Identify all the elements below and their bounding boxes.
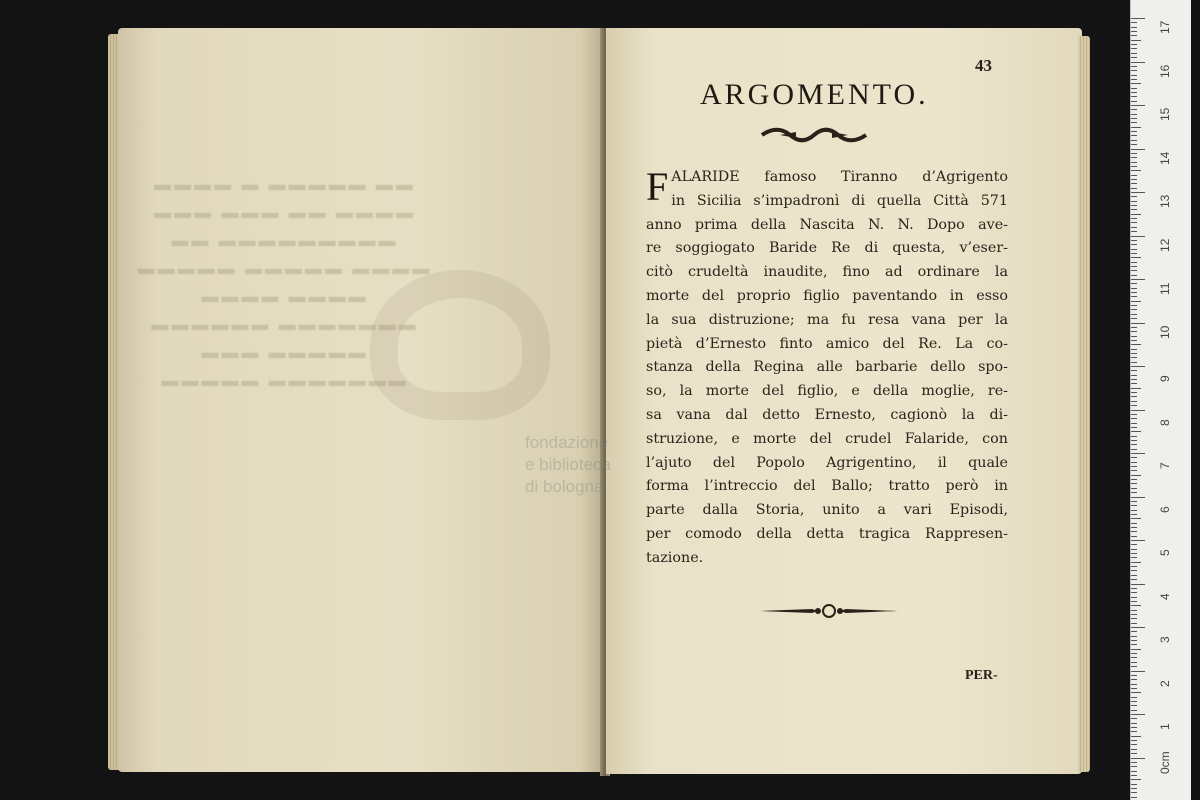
ruler-tick <box>1131 292 1137 293</box>
ruler-tick <box>1131 166 1137 167</box>
ruler-label: 7 <box>1158 462 1172 469</box>
text-line: anno prima della Nascita N. N. Dopo ave- <box>646 216 1008 233</box>
ruler-tick <box>1131 440 1137 441</box>
ruler-tick <box>1131 305 1137 306</box>
ruler-tick <box>1131 240 1137 241</box>
ruler-tick <box>1131 288 1137 289</box>
watermark-line: e biblioteca <box>525 455 612 474</box>
ruler-tick <box>1131 649 1141 650</box>
ruler-tick <box>1131 66 1137 67</box>
ruler-tick <box>1131 101 1137 102</box>
ruler-tick <box>1131 453 1145 454</box>
ruler-tick <box>1131 157 1137 158</box>
ruler-tick <box>1131 610 1137 611</box>
ruler-tick <box>1131 175 1137 176</box>
ruler-tick <box>1131 270 1137 271</box>
ruler-tick <box>1131 470 1137 471</box>
ruler-tick <box>1131 636 1137 637</box>
ruler-tick <box>1131 22 1137 23</box>
ruler-tick <box>1131 536 1137 537</box>
ruler-tick <box>1131 214 1141 215</box>
ruler-tick <box>1131 718 1137 719</box>
ruler-tick <box>1131 797 1137 798</box>
ruler-tick <box>1131 405 1137 406</box>
catchword: PER- <box>965 668 998 683</box>
ruler-tick <box>1131 457 1137 458</box>
page-number: 43 <box>975 56 992 75</box>
ruler-tick <box>1131 679 1137 680</box>
ruler-label: 3 <box>1158 636 1172 643</box>
ruler-tick <box>1131 314 1137 315</box>
ruler-tick <box>1131 483 1137 484</box>
ruler-tick <box>1131 792 1137 793</box>
ruler-tick <box>1131 575 1137 576</box>
ruler-tick <box>1131 657 1137 658</box>
ruler-tick <box>1131 592 1137 593</box>
ruler-tick <box>1131 418 1137 419</box>
ruler-label: 4 <box>1158 592 1172 600</box>
right-page-edges <box>1078 36 1090 772</box>
ruler-tick <box>1131 627 1145 628</box>
ruler-tick <box>1131 27 1137 28</box>
bleed-through-text: ▬▬▬▬ ▬ ▬▬▬▬▬ ▬▬ ▬▬▬ ▬▬▬ ▬▬ ▬▬▬▬ ▬▬ ▬▬▬▬▬▬▬▬▬ ▬▬▬▬▬ ▬▬▬▬▬ ▬▬▬▬ ▬▬▬▬ ▬▬▬▬ ▬▬▬▬▬▬ ▬▬▬▬▬▬▬ ▬▬▬ ▬▬▬▬▬ ▬▬▬▬▬ ▬▬▬▬▬▬▬ <box>137 175 433 390</box>
ruler-tick <box>1131 736 1141 737</box>
ruler-tick <box>1131 257 1141 258</box>
ruler-tick <box>1131 444 1137 445</box>
ruler-tick <box>1131 731 1137 732</box>
ruler-tick <box>1131 431 1141 432</box>
ruler-tick <box>1131 31 1137 32</box>
page-heading: ARGOMENTO. <box>700 78 929 111</box>
ruler-tick <box>1131 296 1137 297</box>
watermark-line: di bologna <box>525 477 604 496</box>
ruler-tick <box>1131 88 1137 89</box>
ruler-tick <box>1131 35 1137 36</box>
text-line: struzione, e morte del crudel Falaride, con <box>646 430 1008 447</box>
ruler-tick <box>1131 579 1137 580</box>
ruler-label: 10 <box>1158 325 1172 339</box>
ruler-tick <box>1131 775 1137 776</box>
ruler-tick <box>1131 605 1141 606</box>
ruler-tick <box>1131 301 1141 302</box>
ruler-tick <box>1131 357 1137 358</box>
ruler-tick <box>1131 18 1145 19</box>
ruler-tick <box>1131 566 1137 567</box>
ruler-tick <box>1131 662 1137 663</box>
ruler-tick <box>1131 514 1137 515</box>
text-line: pietà d’Ernesto finto amico del Re. La co- <box>646 335 1008 352</box>
ruler-tick <box>1131 396 1137 397</box>
text-line: morte del proprio figlio paventando in esso <box>646 287 1008 304</box>
ruler-tick <box>1131 349 1137 350</box>
ruler-tick <box>1131 570 1137 571</box>
ruler-tick <box>1131 70 1137 71</box>
text-line: ALARIDE famoso Tiranno d’Agrigento <box>671 169 1008 185</box>
ruler-label: 1 <box>1158 723 1172 730</box>
ruler-tick <box>1131 684 1137 685</box>
ruler-tick <box>1131 618 1137 619</box>
ruler-tick <box>1131 631 1137 632</box>
ruler-tick <box>1131 705 1137 706</box>
ruler-tick <box>1131 44 1137 45</box>
ruler-tick <box>1131 644 1137 645</box>
ruler-tick <box>1131 388 1141 389</box>
ruler-tick <box>1131 340 1137 341</box>
text-line: re soggiogato Baride Re di questa, v’eser- <box>646 240 1008 257</box>
ruler-tick <box>1131 784 1137 785</box>
ruler-tick <box>1131 623 1137 624</box>
ruler-label: 16 <box>1158 64 1172 78</box>
ruler-tick <box>1131 344 1141 345</box>
ruler-tick <box>1131 479 1137 480</box>
text-line: sa vana dal detto Ernesto, cagionò la di- <box>646 406 1008 423</box>
ruler-tick <box>1131 279 1145 280</box>
text-line: in Sicilia s’impadronì di quella Città 571 <box>671 192 1008 209</box>
ruler-tick <box>1131 758 1145 759</box>
text-line: tazione. <box>646 549 704 566</box>
ruler-tick <box>1131 779 1141 780</box>
ruler-tick <box>1131 510 1137 511</box>
ruler-tick <box>1131 96 1137 97</box>
ruler-tick <box>1131 383 1137 384</box>
ruler-tick <box>1131 497 1145 498</box>
ruler-tick <box>1131 218 1137 219</box>
ruler-tick <box>1131 375 1137 376</box>
ruler-tick <box>1131 236 1145 237</box>
ruler-tick <box>1131 131 1137 132</box>
ruler-tick <box>1131 183 1137 184</box>
ruler-tick <box>1131 262 1137 263</box>
ruler-tick <box>1131 614 1137 615</box>
ruler-tick <box>1131 162 1137 163</box>
ruler-tick <box>1131 740 1137 741</box>
ruler-tick <box>1131 723 1137 724</box>
ruler-label: 5 <box>1158 549 1172 556</box>
ruler-tick <box>1131 601 1137 602</box>
drop-cap: F <box>646 164 669 209</box>
ruler-tick <box>1131 640 1137 641</box>
ruler-tick <box>1131 788 1137 789</box>
ruler-tick <box>1131 366 1145 367</box>
ruler-tick <box>1131 249 1137 250</box>
ruler-tick <box>1131 275 1137 276</box>
ruler-tick <box>1131 753 1137 754</box>
ruler-tick <box>1131 675 1137 676</box>
ruler-tick <box>1131 710 1137 711</box>
ruler-tick <box>1131 653 1137 654</box>
ruler-tick <box>1131 227 1137 228</box>
ruler-tick <box>1131 401 1137 402</box>
ruler-tick <box>1131 209 1137 210</box>
ruler-tick <box>1131 597 1137 598</box>
ruler-tick <box>1131 318 1137 319</box>
ruler-tick <box>1131 488 1137 489</box>
ruler-tick <box>1131 109 1137 110</box>
ruler-tick <box>1131 379 1137 380</box>
ruler-tick <box>1131 766 1137 767</box>
text-line: so, la morte del figlio, e della moglie, re- <box>646 383 1008 400</box>
ruler-tick <box>1131 392 1137 393</box>
ruler-tick <box>1131 523 1137 524</box>
watermark-line: fondazione <box>525 433 609 452</box>
ruler-tick <box>1131 153 1137 154</box>
ruler-tick <box>1131 423 1137 424</box>
ruler-tick <box>1131 118 1137 119</box>
ruler-tick <box>1131 414 1137 415</box>
ruler-label: 0cm <box>1158 750 1172 774</box>
ruler-label: 13 <box>1158 194 1172 208</box>
ruler-tick <box>1131 544 1137 545</box>
flourish-ornament-icon <box>760 126 868 144</box>
ruler-tick <box>1131 149 1145 150</box>
tailpiece-ornament-icon <box>758 601 900 621</box>
ruler-tick <box>1131 105 1145 106</box>
ruler-tick <box>1131 549 1137 550</box>
ruler-label: 6 <box>1158 505 1172 513</box>
ruler-tick <box>1131 588 1137 589</box>
ruler-tick <box>1131 192 1145 193</box>
ruler-tick <box>1131 231 1137 232</box>
ruler-tick <box>1131 144 1137 145</box>
ruler-tick <box>1131 697 1137 698</box>
ruler-tick <box>1131 362 1137 363</box>
ruler-tick <box>1131 53 1137 54</box>
ruler-tick <box>1131 222 1137 223</box>
ruler-tick <box>1131 122 1137 123</box>
ruler-tick <box>1131 336 1137 337</box>
ruler-tick <box>1131 83 1141 84</box>
library-logo-mark <box>370 270 550 420</box>
text-line: stanza della Regina alle barbarie dello spo- <box>646 359 1008 376</box>
ruler-tick <box>1131 40 1141 41</box>
ruler-tick <box>1131 140 1137 141</box>
ruler-tick <box>1131 309 1137 310</box>
ruler-tick <box>1131 466 1137 467</box>
ruler-tick <box>1131 584 1145 585</box>
ruler-tick <box>1131 135 1137 136</box>
ruler-label: 8 <box>1158 418 1172 426</box>
ruler-tick <box>1131 201 1137 202</box>
ruler-tick <box>1131 762 1137 763</box>
ruler-tick <box>1131 749 1137 750</box>
ruler-tick <box>1131 540 1145 541</box>
ruler-tick <box>1131 266 1137 267</box>
text-line: la sua distruzione; ma fu resa vana per la <box>646 311 1008 328</box>
ruler-tick <box>1131 701 1137 702</box>
ruler-label: 15 <box>1158 107 1172 121</box>
ruler-label: 17 <box>1158 20 1172 34</box>
ruler-tick <box>1131 436 1137 437</box>
ruler-tick <box>1131 492 1137 493</box>
ruler-tick <box>1131 253 1137 254</box>
ruler-tick <box>1131 370 1137 371</box>
ruler-tick <box>1131 553 1137 554</box>
ruler-tick <box>1131 188 1137 189</box>
ruler-tick <box>1131 127 1141 128</box>
text-line: forma l’intreccio del Ballo; tratto però in <box>646 478 1008 495</box>
ruler-tick <box>1131 501 1137 502</box>
ruler-label: 12 <box>1158 238 1172 252</box>
ruler-tick <box>1131 671 1145 672</box>
ruler-tick <box>1131 62 1145 63</box>
ruler-tick <box>1131 79 1137 80</box>
ruler-tick <box>1131 475 1141 476</box>
argument-text <box>646 166 1008 571</box>
ruler-tick <box>1131 688 1137 689</box>
ruler-tick <box>1131 449 1137 450</box>
ruler-tick <box>1131 714 1145 715</box>
ruler-label: 9 <box>1158 375 1172 382</box>
ruler-tick <box>1131 331 1137 332</box>
ruler-tick <box>1131 531 1137 532</box>
ruler-tick <box>1131 505 1137 506</box>
ruler-tick <box>1131 170 1141 171</box>
ruler-tick <box>1131 744 1137 745</box>
ruler-tick <box>1131 557 1137 558</box>
ruler-label: 14 <box>1158 151 1172 165</box>
ruler-tick <box>1131 518 1141 519</box>
text-line: per comodo della detta tragica Rappresen- <box>646 525 1008 542</box>
ruler-tick <box>1131 179 1137 180</box>
ruler-tick <box>1131 727 1137 728</box>
ruler-tick <box>1131 462 1137 463</box>
ruler-label: 11 <box>1158 282 1172 295</box>
text-line: parte dalla Storia, unito a vari Episodi, <box>646 502 1008 519</box>
text-line: l’ajuto del Popolo Agrigentino, il quale <box>646 454 1008 471</box>
ruler-tick <box>1131 75 1137 76</box>
ruler-tick <box>1131 427 1137 428</box>
ruler-tick <box>1131 114 1137 115</box>
ruler-tick <box>1131 410 1145 411</box>
ruler-tick <box>1131 771 1137 772</box>
ruler-tick <box>1131 244 1137 245</box>
ruler-tick <box>1131 327 1137 328</box>
ruler-tick <box>1131 323 1145 324</box>
ruler-tick <box>1131 48 1137 49</box>
ruler-tick <box>1131 92 1137 93</box>
ruler-tick <box>1131 283 1137 284</box>
ruler-tick <box>1131 527 1137 528</box>
ruler-tick <box>1131 57 1137 58</box>
ruler-tick <box>1131 666 1137 667</box>
ruler-tick <box>1131 205 1137 206</box>
text-line: citò crudeltà inaudite, fino ad ordinare la <box>646 264 1008 281</box>
ruler-tick <box>1131 562 1141 563</box>
ruler-tick <box>1131 196 1137 197</box>
ruler-tick <box>1131 692 1141 693</box>
ruler-label: 2 <box>1158 679 1172 687</box>
ruler-tick <box>1131 353 1137 354</box>
